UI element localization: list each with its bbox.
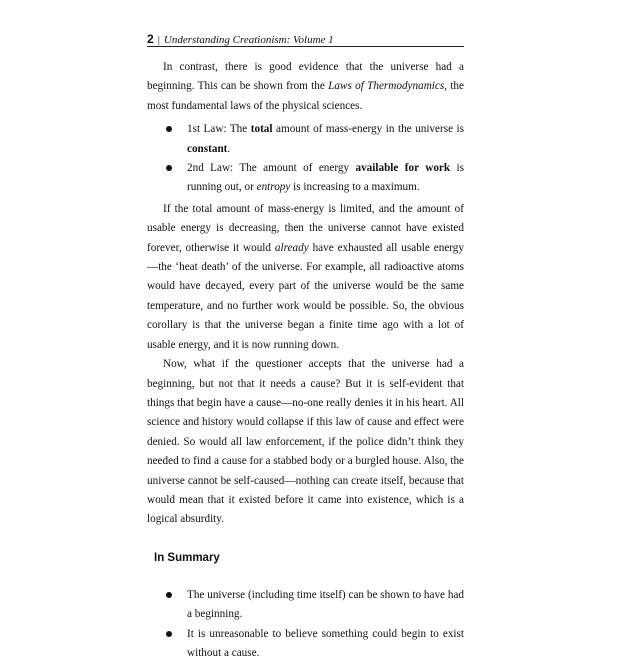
bullet-icon xyxy=(166,126,172,132)
summary-heading: In Summary xyxy=(154,551,220,564)
summary-item-1 xyxy=(147,586,464,625)
summary-item-1-text: The universe (including time itself) can be shown to have had a beginning. xyxy=(187,588,464,621)
law-item-1 xyxy=(147,120,464,159)
laws-of-thermodynamics: Laws of Thermodynamics xyxy=(328,80,445,93)
para2-already: already xyxy=(274,241,309,254)
bullet-icon xyxy=(166,165,172,171)
law-1-bold-constant: constant xyxy=(187,142,228,155)
law-item-2 xyxy=(147,159,464,198)
law-2-text-b: is running out, or xyxy=(187,162,464,194)
para2-text-1: If the total amount of mass-energy is limited, and the amount of usable energy is decreasing, then the universe cannot have existed forever, otherwise it would xyxy=(147,202,464,254)
summary-list xyxy=(147,586,464,664)
heat-death-paragraph xyxy=(147,200,464,355)
page-body xyxy=(147,58,464,665)
bullet-icon xyxy=(166,631,172,637)
summary-item-2-text: It is unreasonable to believe something could begin to exist without a cause. xyxy=(187,627,464,659)
law-1-text-a: 1st Law: The xyxy=(187,123,251,136)
law-2-text-c: is increasing to a maximum. xyxy=(290,181,420,194)
law-2-text-a: 2nd Law: The amount of energy xyxy=(187,162,356,175)
laws-list xyxy=(147,120,464,198)
para2-text-2: have exhausted all usable energy—the ‘heat death’ of the universe. For example, all radioactive atoms would have decayed, every part of the universe would be the same temperature, and no further work would be possible. So, the obvious corollary is that the universe began a finite time ago with a lot of usable energy, and it is now running down. xyxy=(147,241,464,351)
book-title: Understanding Creationism: Volume 1 xyxy=(163,34,334,46)
intro-text-2: , the most fundamental laws of the physical sciences. xyxy=(147,80,464,112)
header-rule xyxy=(147,46,464,47)
bullet-icon xyxy=(166,592,172,598)
summary-item-2 xyxy=(147,625,464,664)
page-number: 2 xyxy=(147,32,154,46)
running-header xyxy=(147,32,464,47)
law-1-text-c: . xyxy=(227,142,231,155)
cause-paragraph: Now, what if the questioner accepts that the universe had a beginning, but not that it needs a cause? But it is self-evident that things that begin have a cause—no-one really denies it in his heart. All science and history would collapse if this law of cause and effect were denied. So would all law enforcement, if the police didn’t think they needed to find a cause for a stabbed body or a burgled house. Also, the universe cannot be self-caused—nothing can create itself, because that would mean that it existed before it came into existence, which is a logical absurdity. xyxy=(147,358,464,526)
law-2-entropy: entropy xyxy=(256,181,291,194)
header-separator: | xyxy=(157,34,160,46)
law-2-bold-available: available for work xyxy=(355,162,451,175)
intro-text-1: In contrast, there is good evidence that the universe had a beginning. This can be shown from the xyxy=(147,61,464,93)
law-1-bold-total: total xyxy=(250,123,273,136)
law-1-text-b: amount of mass-energy in the universe is xyxy=(272,123,465,136)
intro-paragraph xyxy=(147,58,464,116)
